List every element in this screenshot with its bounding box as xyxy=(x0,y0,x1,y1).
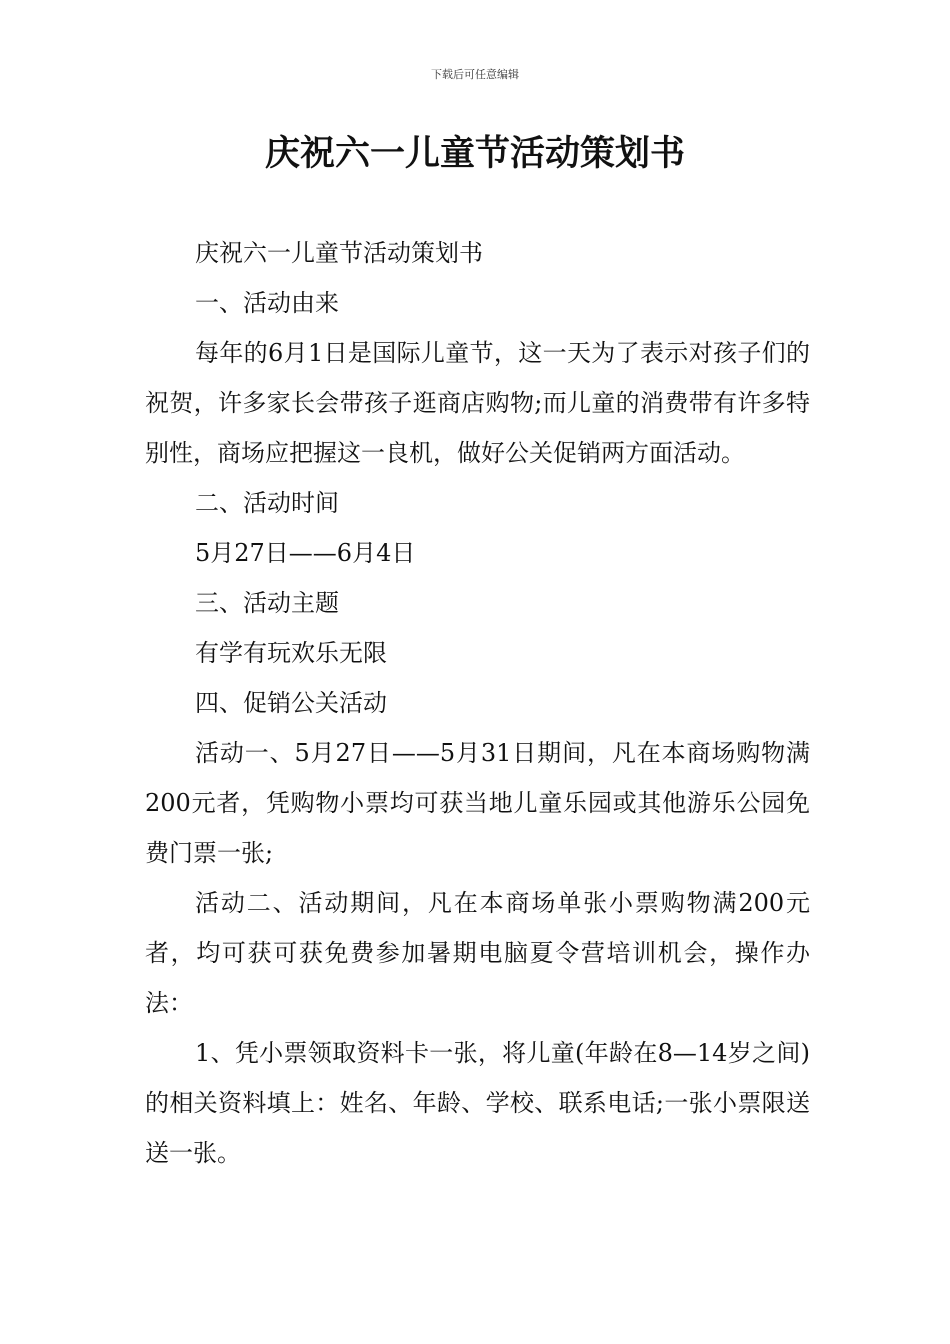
paragraph-subtitle: 庆祝六一儿童节活动策划书 xyxy=(195,239,483,267)
page-header-note: 下载后可任意编辑 xyxy=(431,68,519,81)
paragraph-step-one: 1、凭小票领取资料卡一张，将儿童(年龄在8—14岁之间)的相关资料填上：姓名、年龄、学校、联系电话;一张小票限送送一张。 xyxy=(145,1039,810,1167)
heading-activity-origin: 一、活动由来 xyxy=(195,289,339,317)
paragraph-origin: 每年的6月1日是国际儿童节，这一天为了表示对孩子们的祝贺，许多家长会带孩子逛商店购物;而儿童的消费带有许多特别性，商场应把握这一良机，做好公关促销两方面活动。 xyxy=(145,339,810,467)
heading-activity-theme: 三、活动主题 xyxy=(195,589,339,617)
paragraph-activity-one: 活动一、5月27日——5月31日期间，凡在本商场购物满200元者，凭购物小票均可获当地儿童乐园或其他游乐公园免费门票一张; xyxy=(145,739,810,867)
heading-promotion: 四、促销公关活动 xyxy=(195,689,387,717)
document-body xyxy=(145,228,810,1178)
paragraph-activity-two: 活动二、活动期间，凡在本商场单张小票购物满200元者，均可获可获免费参加暑期电脑夏令营培训机会，操作办法： xyxy=(145,889,810,1017)
heading-activity-time: 二、活动时间 xyxy=(195,489,339,517)
paragraph-time: 5月27日——6月4日 xyxy=(195,539,416,567)
document-title: 庆祝六一儿童节活动策划书 xyxy=(264,134,685,174)
paragraph-theme: 有学有玩欢乐无限 xyxy=(195,639,387,667)
